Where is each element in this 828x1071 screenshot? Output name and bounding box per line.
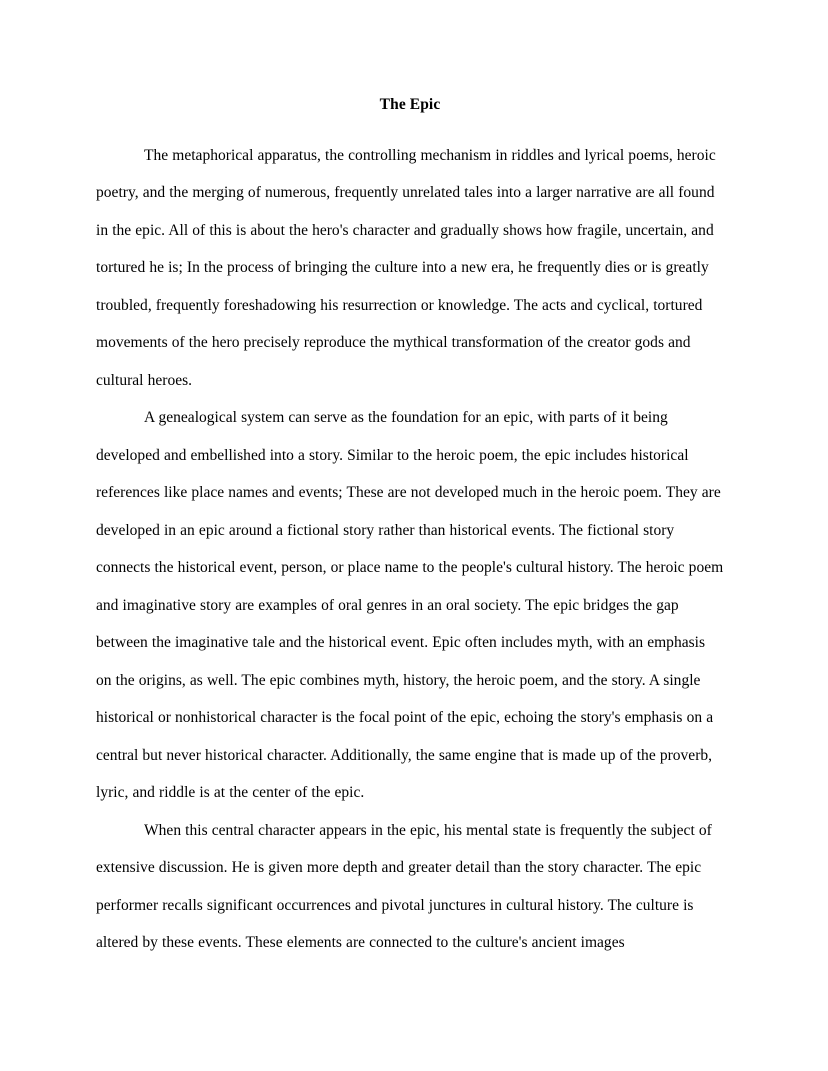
body-paragraph: When this central character appears in the epic, his mental state is frequently the subject of extensive discussion. He is given more depth and greater detail than the story character. The epic performer recalls significant occurrences and pivotal junctures in cultural history. The culture is altered by these events. These elements are connected to the culture's ancient images: [96, 821, 712, 952]
body-paragraph: A genealogical system can serve as the foundation for an epic, with parts of it being developed and embellished into a story. Similar to the heroic poem, the epic includes historical references like place names and events; These are not developed much in the heroic poem. They are developed in an epic around a fictional story rather than historical events. The fictional story connects the historical event, person, or place name to the people's cultural history. The heroic poem and imaginative story are examples of oral genres in an oral society. The epic bridges the gap between the imaginative tale and the historical event. Epic often includes myth, with an emphasis on the origins, as well. The epic combines myth, history, the heroic poem, and the story. A single historical or nonhistorical character is the focal point of the epic, echoing the story's emphasis on a central but never historical character. Additionally, the same engine that is made up of the proverb, lyric, and riddle is at the center of the epic.: [96, 409, 724, 802]
body-paragraph: The metaphorical apparatus, the controlling mechanism in riddles and lyrical poems, heroic poetry, and the merging of numerous, frequently unrelated tales into a larger narrative are all found in the epic. All of this is about the hero's character and gradually shows how fragile, uncertain, and tortured he is; In the process of bringing the culture into a new era, he frequently dies or is greatly troubled, frequently foreshadowing his resurrection or knowledge. The acts and cyclical, tortured movements of the hero precisely reproduce the mythical transformation of the creator gods and cultural heroes.: [96, 146, 716, 389]
page-title: The Epic: [379, 96, 441, 113]
